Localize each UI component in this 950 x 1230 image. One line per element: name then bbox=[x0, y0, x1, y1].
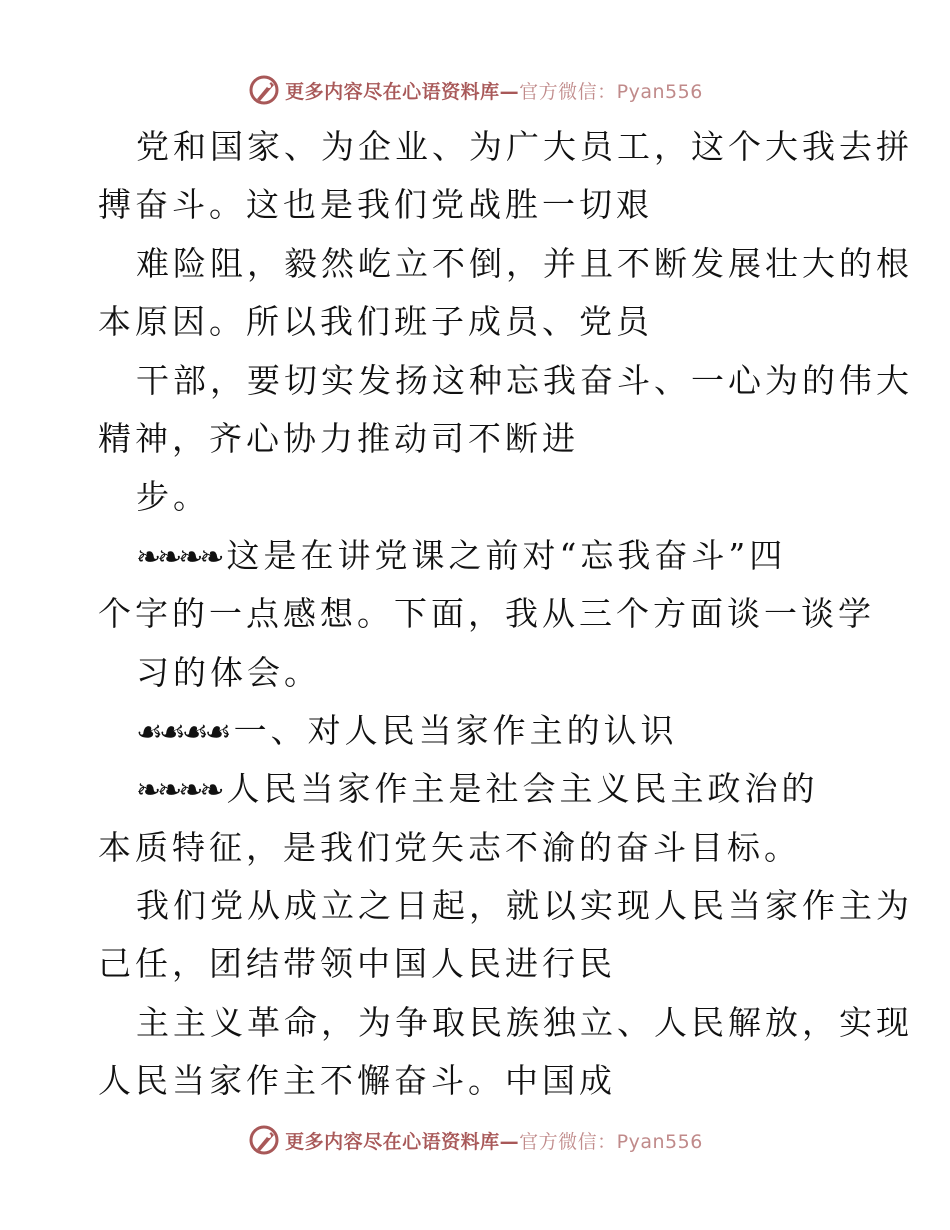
text-line bbox=[98, 585, 875, 643]
ornament-icon: ❧❧❧❧ bbox=[136, 773, 221, 809]
text-line bbox=[98, 877, 913, 935]
text-line bbox=[98, 235, 913, 293]
text-line-content: 精神，齐心协力推动司不断进 bbox=[98, 418, 579, 458]
text-line-content: 难险阻，毅然屹立不倒，并且不断发展壮大的根 bbox=[136, 243, 913, 283]
watermark-text: 更多内容尽在心语资料库—官方微信：Pyan556 bbox=[285, 80, 703, 103]
pen-nib-circle-icon bbox=[247, 73, 281, 107]
ornament-icon: ☙☙☙☙ bbox=[136, 714, 228, 750]
text-line bbox=[98, 118, 913, 176]
text-line-content: 人民当家作主不懈奋斗。中国成 bbox=[98, 1061, 616, 1101]
text-line bbox=[98, 702, 858, 760]
text-line bbox=[98, 1052, 858, 1110]
document-body bbox=[98, 118, 913, 1111]
text-line-content: 己任，团结带领中国人民进行民 bbox=[98, 944, 616, 984]
text-line bbox=[98, 352, 913, 410]
text-line-content: 习的体会。 bbox=[136, 652, 321, 692]
footer-watermark bbox=[0, 1120, 950, 1160]
text-line-content: 党和国家、为企业、为广大员工，这个大我去拼 bbox=[136, 127, 913, 166]
text-line bbox=[98, 468, 858, 526]
text-line-content: 搏奋斗。这也是我们党战胜一切艰 bbox=[98, 185, 653, 225]
header-watermark bbox=[0, 70, 950, 110]
text-line bbox=[98, 176, 858, 234]
text-line bbox=[98, 644, 858, 702]
text-line bbox=[98, 293, 858, 351]
text-line-content: 本原因。所以我们班子成员、党员 bbox=[98, 302, 653, 342]
text-line-content: 步。 bbox=[136, 477, 210, 517]
watermark-text: 更多内容尽在心语资料库—官方微信：Pyan556 bbox=[285, 1130, 703, 1153]
text-line bbox=[98, 760, 858, 818]
text-line bbox=[98, 819, 858, 877]
text-line-content: 本质特征，是我们党矢志不渝的奋斗目标。 bbox=[98, 827, 801, 867]
text-line bbox=[98, 935, 858, 993]
text-line-content: 干部，要切实发扬这种忘我奋斗、一心为的伟大 bbox=[136, 360, 913, 400]
text-line-content: 一、对人民当家作主的认识 bbox=[233, 710, 678, 750]
text-line-content: 人民当家作主是社会主义民主政治的 bbox=[226, 769, 819, 809]
pen-nib-circle-icon bbox=[247, 1123, 281, 1157]
text-line-content: 个字的一点感想。下面，我从三个方面谈一谈学 bbox=[98, 594, 875, 634]
text-line bbox=[98, 527, 858, 585]
text-line-content: 我们党从成立之日起，就以实现人民当家作主为 bbox=[136, 886, 913, 926]
text-line-content: 主主义革命，为争取民族独立、人民解放，实现 bbox=[136, 1002, 913, 1042]
text-line bbox=[98, 410, 858, 468]
text-line bbox=[98, 994, 913, 1052]
ornament-icon: ❧❧❧❧ bbox=[136, 539, 221, 575]
text-line-content: 这是在讲党课之前对“忘我奋斗”四 bbox=[226, 535, 787, 575]
